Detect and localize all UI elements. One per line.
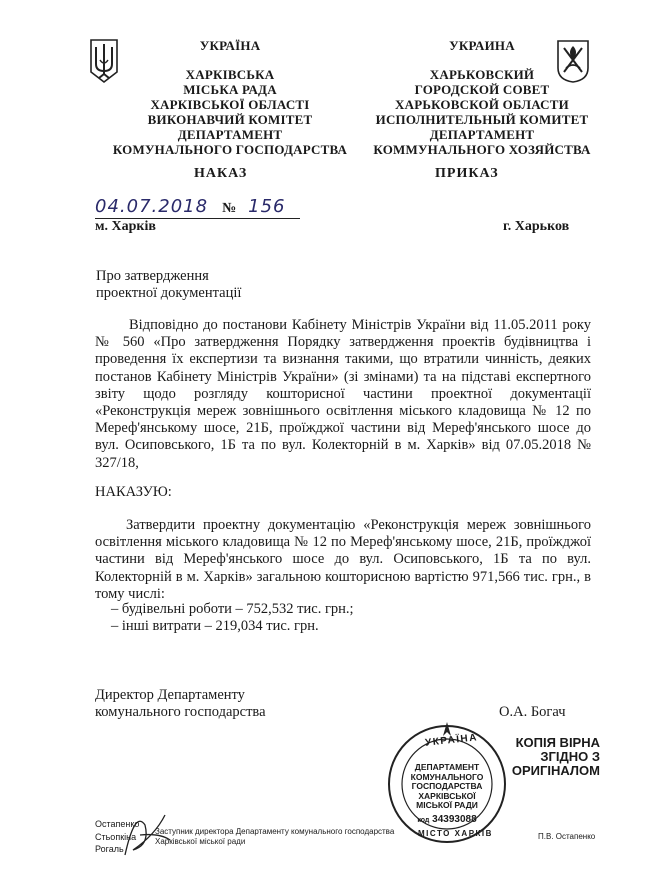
approver: Остапенко	[95, 819, 140, 829]
copy-mark-line: КОПІЯ ВІРНА	[515, 735, 600, 750]
approver: Стьопкіна	[95, 831, 137, 842]
copy-signer: П.В. Остапенко	[538, 832, 596, 841]
header-ua-line: ХАРКІВСЬКА	[185, 67, 275, 82]
header-ua-line: КОМУНАЛЬНОГО ГОСПОДАРСТВА	[112, 142, 348, 157]
subject-line: Про затвердження	[96, 268, 209, 284]
order-number: 156	[248, 196, 286, 217]
deputy-note	[155, 827, 394, 847]
city-ua: м. Харків	[95, 219, 156, 234]
stamp-code	[402, 815, 492, 826]
header-ru-line: ГОРОДСКОЙ СОВЕТ	[414, 82, 550, 97]
stamp-center	[402, 763, 492, 825]
preamble-paragraph: Відповідно до постанови Кабінету Міністрів України від 11.05.2011 року № 560 «Про затвердження Порядку затвердження проектів будівництва і проведення їх експертизи та визнання такими, що втратили чинність, деяких постанов Кабінету Міністрів України» (зі змінами) та на підставі експертного звіту щодо розгляду кошторисної частини проектної документації «Реконструкція мереж зовнішнього освітлення міського кладовища № 12 по Мереф'янському шосе, 21Б, проїжджої частини від Мереф'янського шосе до вул. Осиповського, 1Б та по вул. Колекторній в м. Харків» від 07.05.2018 № 327/18,	[95, 317, 591, 471]
signatory-name: О.А. Богач	[499, 704, 566, 720]
header-ua-country: УКРАЇНА	[199, 38, 261, 53]
approver: Рогаль	[95, 844, 124, 854]
stamp-line: МІСЬКОЇ РАДИ	[416, 800, 478, 810]
city-ru: г. Харьков	[503, 219, 570, 234]
position-line: комунального господарства	[95, 704, 266, 721]
header-ru-line: ИСПОЛНИТЕЛЬНЫЙ КОМИТЕТ	[375, 112, 589, 127]
stamp-code-value: 34393088	[432, 813, 477, 825]
stamp-top-arc: УКРАЇНА	[424, 732, 479, 749]
deputy-note-line: Харківської міської ради	[155, 837, 246, 846]
header-ua-line: ХАРКІВСЬКОЇ ОБЛАСТІ	[150, 97, 310, 112]
decree-word: НАКАЗУЮ:	[95, 484, 172, 500]
doc-type-ru: ПРИКАЗ	[435, 166, 499, 181]
decree-paragraph: Затвердити проектну документацію «Реконструкція мереж зовнішнього освітлення міського кладовища № 12 по Мереф'янському шосе, 21Б, проїжджої частини від Мереф'янського шосе до вул. Осиповського, 1Б та по вул. Колекторній в м. Харків» загальною кошторисною вартістю 971,566 тис. грн., в тому числі:	[95, 517, 591, 602]
order-date-number	[95, 196, 300, 219]
copy-mark-line: ОРИГІНАЛОМ	[511, 763, 600, 778]
subject-line: проектної документації	[96, 285, 242, 302]
stamp-line: КОМУНАЛЬНОГО	[410, 771, 484, 782]
signatory-position	[95, 687, 266, 721]
subject	[96, 268, 241, 302]
header-ua-line: ДЕПАРТАМЕНТ	[177, 127, 283, 142]
header-ru-line: ХАРЬКОВСКОЙ ОБЛАСТИ	[395, 97, 569, 112]
copy-mark-line: ЗГІДНО З	[540, 749, 600, 764]
header-ru-line: ХАРЬКОВСКИЙ	[429, 67, 535, 82]
header-ru	[351, 38, 613, 157]
stamp-code-label: код	[417, 816, 430, 824]
header-ru-line: ДЕПАРТАМЕНТ	[429, 127, 535, 142]
stamp-bottom-arc: МІСТО ХАРКІВ	[418, 829, 493, 838]
header-ua-line: МІСЬКА РАДА	[183, 82, 277, 97]
header-ru-country: УКРАИНА	[449, 38, 515, 53]
order-number-label: №	[222, 201, 237, 216]
position-line: Директор Департаменту	[95, 687, 245, 703]
cost-items-list	[111, 601, 354, 635]
header-ua	[104, 38, 356, 157]
approvers-list	[95, 818, 139, 856]
cost-item: – інші витрати – 219,034 тис. грн.	[111, 618, 354, 635]
order-date: 04.07.2018	[95, 196, 209, 217]
header-ru-line: КОММУНАЛЬНОГО ХОЗЯЙСТВА	[373, 142, 591, 157]
doc-type-ua: НАКАЗ	[194, 166, 248, 181]
copy-certified-mark	[504, 736, 600, 778]
stamp-line: ДЕПАРТАМЕНТ	[414, 762, 480, 772]
stamp-line: ГОСПОДАРСТВА	[411, 781, 483, 791]
header-ua-line: ВИКОНАВЧИЙ КОМІТЕТ	[147, 112, 313, 127]
cost-item: – будівельні роботи – 752,532 тис. грн.;	[111, 601, 354, 618]
deputy-note-line: Заступник директора Департаменту комунального господарства	[155, 827, 395, 836]
stamp-line: ХАРКІВСЬКОЇ	[418, 790, 476, 801]
